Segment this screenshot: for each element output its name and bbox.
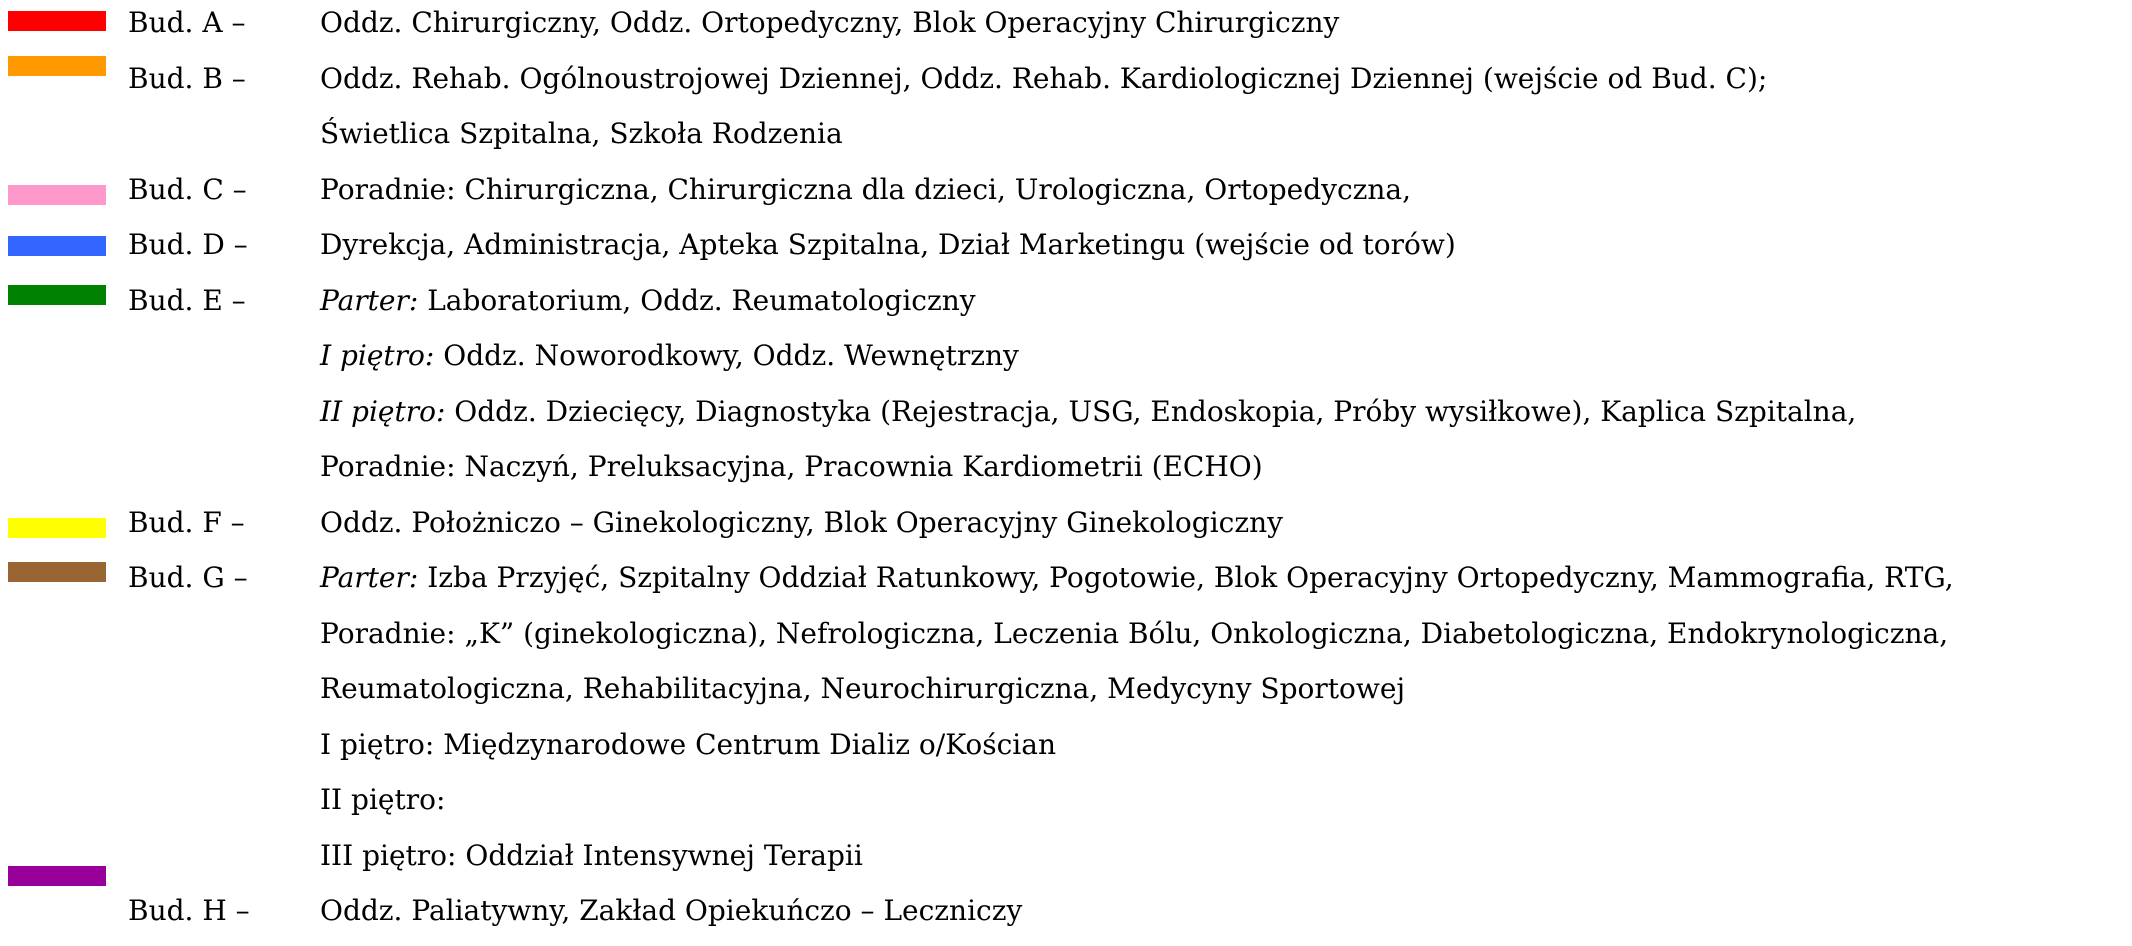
description-line: II piętro: Oddz. Dziecięcy, Diagnostyka (Rejestracja, USG, Endoskopia, Próby wysiłkowe), Kaplica Szpitalna, xyxy=(320,394,1857,428)
color-swatch-a xyxy=(8,11,106,31)
building-code-f: Bud. F – xyxy=(128,505,245,539)
description-line: I piętro: Oddz. Noworodkowy, Oddz. Wewnętrzny xyxy=(320,339,1019,372)
description-line: III piętro: Oddział Intensywnej Terapii xyxy=(320,838,863,872)
description-line: Oddz. Rehab. Ogólnoustrojowej Dziennej, Oddz. Rehab. Kardiologicznej Dziennej (wejście od Bud. C); xyxy=(320,61,1768,95)
color-swatch-h xyxy=(8,866,106,886)
building-code-e: Bud. E – xyxy=(128,283,246,317)
description-line: Dyrekcja, Administracja, Apteka Szpitalna, Dział Marketingu (wejście od torów) xyxy=(320,228,1456,261)
building-code-a: Bud. A – xyxy=(128,6,246,39)
building-description-c xyxy=(320,167,2120,223)
description-line: Poradnie: Chirurgiczna, Chirurgiczna dla dzieci, Urologiczna, Ortopedyczna, xyxy=(320,172,1412,206)
building-description-d xyxy=(320,222,2120,278)
building-description-e xyxy=(320,278,2120,500)
color-swatch-d xyxy=(8,236,106,256)
description-line: Oddz. Paliatywny, Zakład Opiekuńczo – Leczniczy xyxy=(320,894,1023,927)
description-line: I piętro: Międzynarodowe Centrum Dializ o/Kościan xyxy=(320,727,1056,761)
description-line: Parter: Izba Przyjęć, Szpitalny Oddział Ratunkowy, Pogotowie, Blok Operacyjny Ortopedyczny, Mammografia, RTG, xyxy=(320,561,1954,594)
description-line: Oddz. Chirurgiczny, Oddz. Ortopedyczny, Blok Operacyjny Chirurgiczny xyxy=(320,6,1340,39)
building-code-h: Bud. H – xyxy=(128,894,250,927)
color-swatch-b xyxy=(8,56,106,76)
building-description-g xyxy=(320,555,2120,888)
building-code-c: Bud. C – xyxy=(128,172,247,206)
description-line: Poradnie: „K” (ginekologiczna), Nefrologiczna, Leczenia Bólu, Onkologiczna, Diabetologiczna, Endokrynologiczna, xyxy=(320,616,1949,650)
color-swatch-c xyxy=(8,185,106,205)
building-description-h xyxy=(320,888,2120,944)
building-code-g: Bud. G – xyxy=(128,561,248,594)
description-line: Reumatologiczna, Rehabilitacyjna, Neurochirurgiczna, Medycyny Sportowej xyxy=(320,672,1406,705)
building-description-b xyxy=(320,56,2120,167)
description-line: Poradnie: Naczyń, Preluksacyjna, Pracownia Kardiometrii (ECHO) xyxy=(320,450,1263,483)
building-description-f xyxy=(320,500,2120,556)
color-swatch-e xyxy=(8,285,106,305)
description-line: Oddz. Położniczo – Ginekologiczny, Blok Operacyjny Ginekologiczny xyxy=(320,505,1283,539)
description-line: II piętro: xyxy=(320,783,446,816)
color-swatch-g xyxy=(8,562,106,582)
color-swatch-f xyxy=(8,518,106,538)
building-description-a xyxy=(320,0,2120,56)
building-code-b: Bud. B – xyxy=(128,61,246,95)
description-line: Świetlica Szpitalna, Szkoła Rodzenia xyxy=(320,117,843,150)
description-line: Parter: Laboratorium, Oddz. Reumatologiczny xyxy=(320,283,976,317)
building-code-d: Bud. D – xyxy=(128,228,248,261)
